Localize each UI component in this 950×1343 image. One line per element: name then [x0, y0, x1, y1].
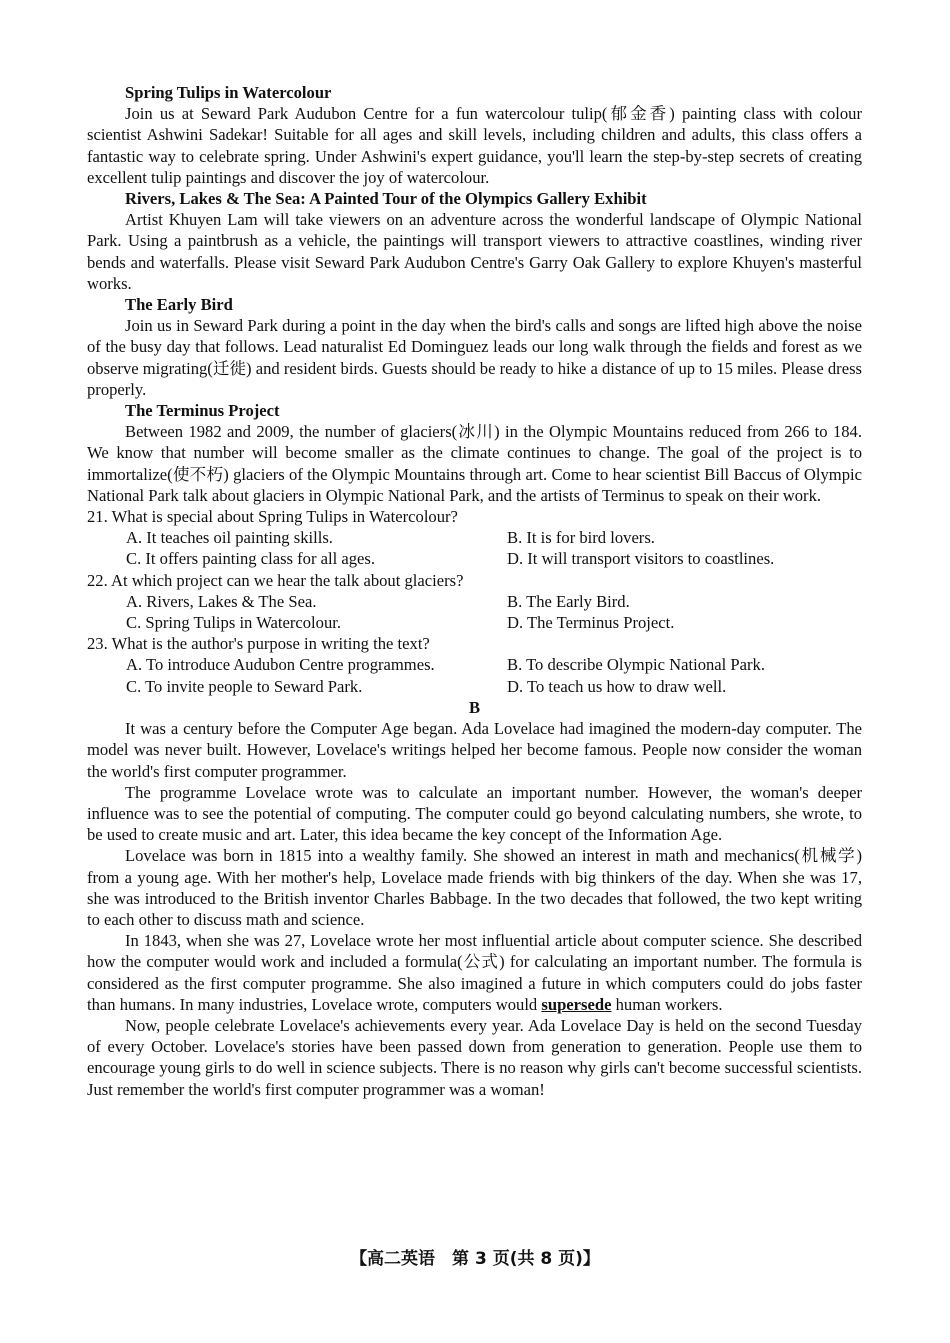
option: D. To teach us how to draw well.: [507, 676, 727, 696]
option: C. It offers painting class for all ages.: [126, 549, 375, 569]
question: [87, 570, 862, 634]
option: A. Rivers, Lakes & The Sea.: [126, 591, 317, 611]
event-description: Join us in Seward Park during a point in the day when the bird's calls and songs are lifted high above the noise of the busy day that follows. Lead naturalist Ed Dominguez leads our long walk through the fields and forest as we observe migrating(迁徙) and resident birds. Guests should be ready to hike a distance of up to 15 miles. Please dress properly.: [87, 316, 862, 399]
event-description: Join us at Seward Park Audubon Centre for a fun watercolour tulip(郁金香) painting class with colour scientist Ashwini Sadekar! Suitable for all ages and skill levels, including children and adults, this class offers a fantastic way to celebrate spring. Under Ashwini's expert guidance, you'll learn the step-by-step secrets of creating excellent tulip paintings and discover the joy of watercolour.: [87, 104, 862, 187]
section-b: [87, 697, 862, 1100]
event-description: Artist Khuyen Lam will take viewers on an adventure across the wonderful landscape of Olympic National Park. Using a paintbrush as a vehicle, the paintings will transport viewers to attractive coastlines, winding river bends and waterfalls. Please visit Seward Park Audubon Centre's Garry Oak Gallery to explore Khuyen's masterful works.: [87, 210, 862, 293]
question-stem: 22. At which project can we hear the talk about glaciers?: [87, 570, 464, 590]
question-list: [87, 506, 862, 697]
event-heading: Spring Tulips in Watercolour: [125, 83, 332, 102]
question: [87, 633, 862, 697]
event-heading: Rivers, Lakes & The Sea: A Painted Tour of the Olympics Gallery Exhibit: [125, 189, 647, 209]
exam-page: [87, 82, 862, 1100]
question: [87, 506, 862, 570]
question-stem: 23. What is the author's purpose in writing the text?: [87, 634, 430, 654]
event-heading: The Terminus Project: [125, 401, 280, 421]
paragraph: The programme Lovelace wrote was to calculate an important number. However, the woman's deeper influence was to see the potential of computing. The computer could go beyond calculating numbers, she wrote, to be used to create music and art. Later, this idea became the key concept of the Information Age.: [87, 782, 862, 845]
section-a: [87, 82, 862, 506]
option: C. To invite people to Seward Park.: [126, 676, 363, 696]
event-heading: The Early Bird: [125, 295, 233, 315]
option: D. It will transport visitors to coastlines.: [507, 549, 775, 569]
section-label: B: [468, 697, 481, 717]
paragraph: Lovelace was born in 1815 into a wealthy family. She showed an interest in math and mechanics(机械学) from a young age. With her mother's help, Lovelace made friends with big thinkers of the day. When she was 17, she was introduced to the British inventor Charles Babbage. In the two decades that followed, the two kept writing to each other to discuss math and science.: [87, 846, 862, 929]
question-stem: 21. What is special about Spring Tulips in Watercolour?: [87, 507, 458, 527]
option: B. To describe Olympic National Park.: [507, 655, 765, 675]
event-description: Between 1982 and 2009, the number of glaciers(冰川) in the Olympic Mountains reduced from 266 to 184. We know that number will become smaller as the climate continues to change. The goal of the project is to immortalize(使不朽) glaciers of the Olympic Mountains through art. Come to hear scientist Bill Baccus of Olympic National Park talk about glaciers in Olympic National Park, and the artists of Terminus to speak on their work.: [87, 422, 862, 505]
option: C. Spring Tulips in Watercolour.: [126, 613, 342, 633]
option: A. To introduce Audubon Centre programmes.: [126, 655, 435, 675]
option: A. It teaches oil painting skills.: [126, 528, 333, 548]
paragraph: Now, people celebrate Lovelace's achievements every year. Ada Lovelace Day is held on the second Tuesday of every October. Lovelace's stories have been passed down from generation to generation. People use them to encourage young girls to do well in science subjects. There is no reason why girls can't become successful scientists. Just remember the world's first computer programmer was a woman!: [87, 1015, 862, 1099]
paragraph-text: human workers.: [611, 994, 723, 1014]
page-footer: 【高二英语 第 3 页(共 8 页)】: [350, 1249, 600, 1269]
paragraph: It was a century before the Computer Age began. Ada Lovelace had imagined the modern-day computer. The model was never built. However, Lovelace's writings helped her become famous. People now consider the woman the world's first computer programmer.: [87, 719, 862, 781]
option: B. The Early Bird.: [507, 591, 630, 611]
key-word: supersede: [541, 994, 612, 1014]
option: D. The Terminus Project.: [507, 613, 675, 633]
paragraph-text: In 1843, when she was 27, Lovelace wrote her most influential article about computer science. She described how the computer would work and included a formula(公式) for calculating an important number. The formula is considered as the first computer programme. She also imagined a future in which computers could do jobs faster than humans. In many industries, Lovelace wrote, computers would: [87, 931, 862, 1014]
option: B. It is for bird lovers.: [507, 528, 655, 548]
paragraph: [87, 930, 862, 1015]
